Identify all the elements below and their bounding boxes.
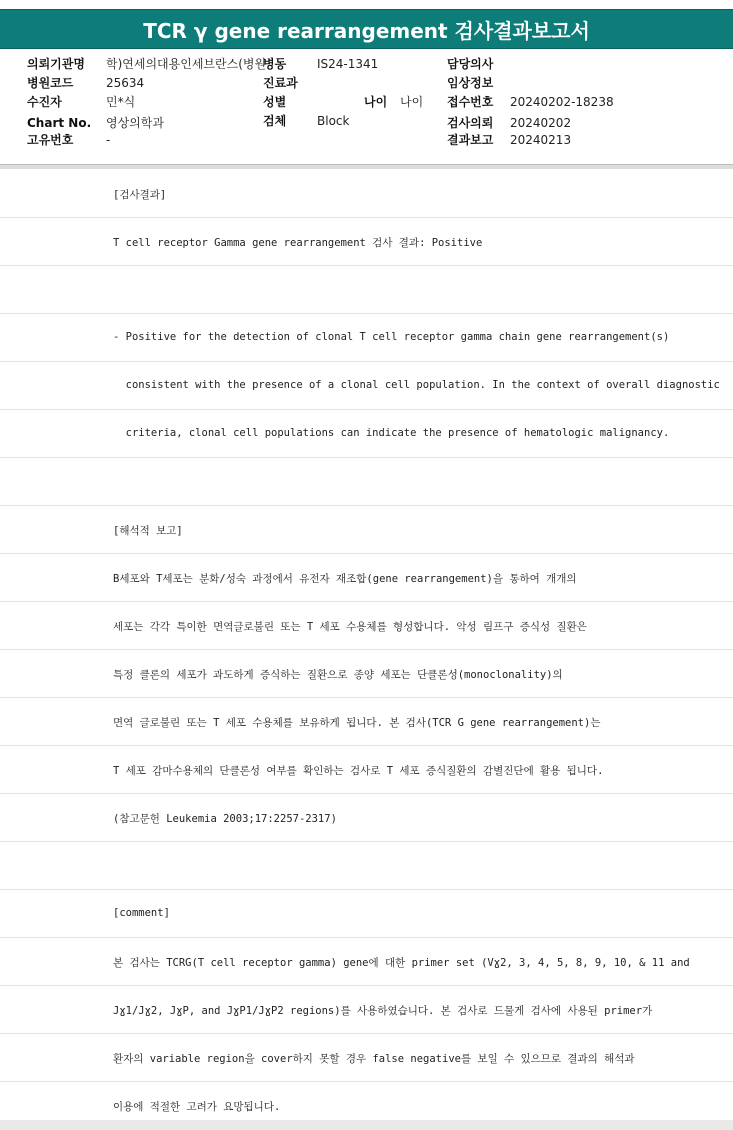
age-label: 나이 (364, 95, 388, 109)
header-divider (0, 164, 733, 169)
report-line: 이용에 적절한 고려가 요망됩니다. (113, 1101, 281, 1113)
report-line: Jɣ1/Jɣ2, JɣP, and JɣP1/JɣP2 regions)를 사용하였습니다. 본 검사로 드물게 검사에 사용된 primer가 (0, 986, 733, 1034)
report-line: [검사결과] (0, 170, 733, 218)
report-line (0, 266, 733, 314)
receipt-no-label: 접수번호 (447, 95, 494, 109)
ward-value: IS24-1341 (317, 57, 379, 71)
report-line: 면역 글로불린 또는 T 세포 수용체를 보유하게 됩니다. 본 검사(TCR G gene rearrangement)는 (0, 698, 733, 746)
clinical-info-label: 임상정보 (447, 76, 494, 90)
report-line: 세포는 각각 특이한 면역글로불린 또는 T 세포 수용체를 형성합니다. 악성 림프구 증식성 질환은 (0, 602, 733, 650)
report-line: [해석적 보고] (0, 506, 733, 554)
age-value: 나이 (400, 95, 424, 109)
unique-no-value: - (106, 133, 111, 147)
report-line (0, 842, 733, 890)
report-line: - Positive for the detection of clonal T cell receptor gamma chain gene rearrangement(s) (0, 314, 733, 362)
report-line: T 세포 감마수용체의 단클론성 여부를 확인하는 검사로 T 세포 증식질환의 감별진단에 활용 됩니다. (0, 746, 733, 794)
unique-no-label: 고유번호 (27, 133, 74, 147)
report-title: TCR γ gene rearrangement 검사결과보고서 (0, 9, 733, 49)
patient-label: 수진자 (27, 95, 62, 109)
report-date-value: 20240213 (510, 133, 572, 147)
doctor-label: 담당의사 (447, 57, 494, 71)
patient-value: 민*식 (106, 95, 136, 109)
report-line: T cell receptor Gamma gene rearrangement 검사 결과: Positive (0, 218, 733, 266)
chart-no-label: Chart No. (27, 116, 92, 130)
specimen-label: 검체 (263, 114, 287, 128)
specimen-value: Block (317, 114, 350, 128)
receipt-no-value: 20240202-18238 (510, 95, 614, 109)
request-date-label: 검사의뢰 (447, 116, 494, 130)
report-line: [comment] (0, 890, 733, 938)
report-line: 특정 클론의 세포가 과도하게 증식하는 질환으로 종양 세포는 단클론성(monoclonality)의 (0, 650, 733, 698)
chart-no-value: 영상의학과 (106, 116, 164, 130)
report-line (0, 458, 733, 506)
report-date-label: 결과보고 (447, 133, 494, 147)
department-label: 진료과 (263, 76, 298, 90)
report-line: consistent with the presence of a clonal cell population. In the context of overall diagnostic (0, 362, 733, 410)
report-line: B세포와 T세포는 분화/성숙 과정에서 유전자 재조합(gene rearrangement)을 통하여 개개의 (0, 554, 733, 602)
footer-strip (0, 1120, 733, 1130)
report-body (0, 170, 733, 1120)
report-line: (참고문헌 Leukemia 2003;17:2257-2317) (0, 794, 733, 842)
hospital-code-value: 25634 (106, 76, 145, 90)
report-header (0, 52, 733, 164)
request-date-value: 20240202 (510, 116, 572, 130)
sex-label: 성별 (263, 95, 287, 109)
ward-label: 병동 (263, 57, 287, 71)
report-line: criteria, clonal cell populations can indicate the presence of hematologic malignancy. (0, 410, 733, 458)
hospital-code-label: 병원코드 (27, 76, 74, 90)
report-line: 환자의 variable region을 cover하지 못할 경우 false negative를 보일 수 있으므로 결과의 해석과 (0, 1034, 733, 1082)
report-line: 본 검사는 TCRG(T cell receptor gamma) gene에 대한 primer set (Vɣ2, 3, 4, 5, 8, 9, 10, & 11 and (0, 938, 733, 986)
hospital-value: 학)연세의대용인세브란스(병원 (106, 57, 267, 71)
hospital-label: 의뢰기관명 (27, 57, 85, 71)
